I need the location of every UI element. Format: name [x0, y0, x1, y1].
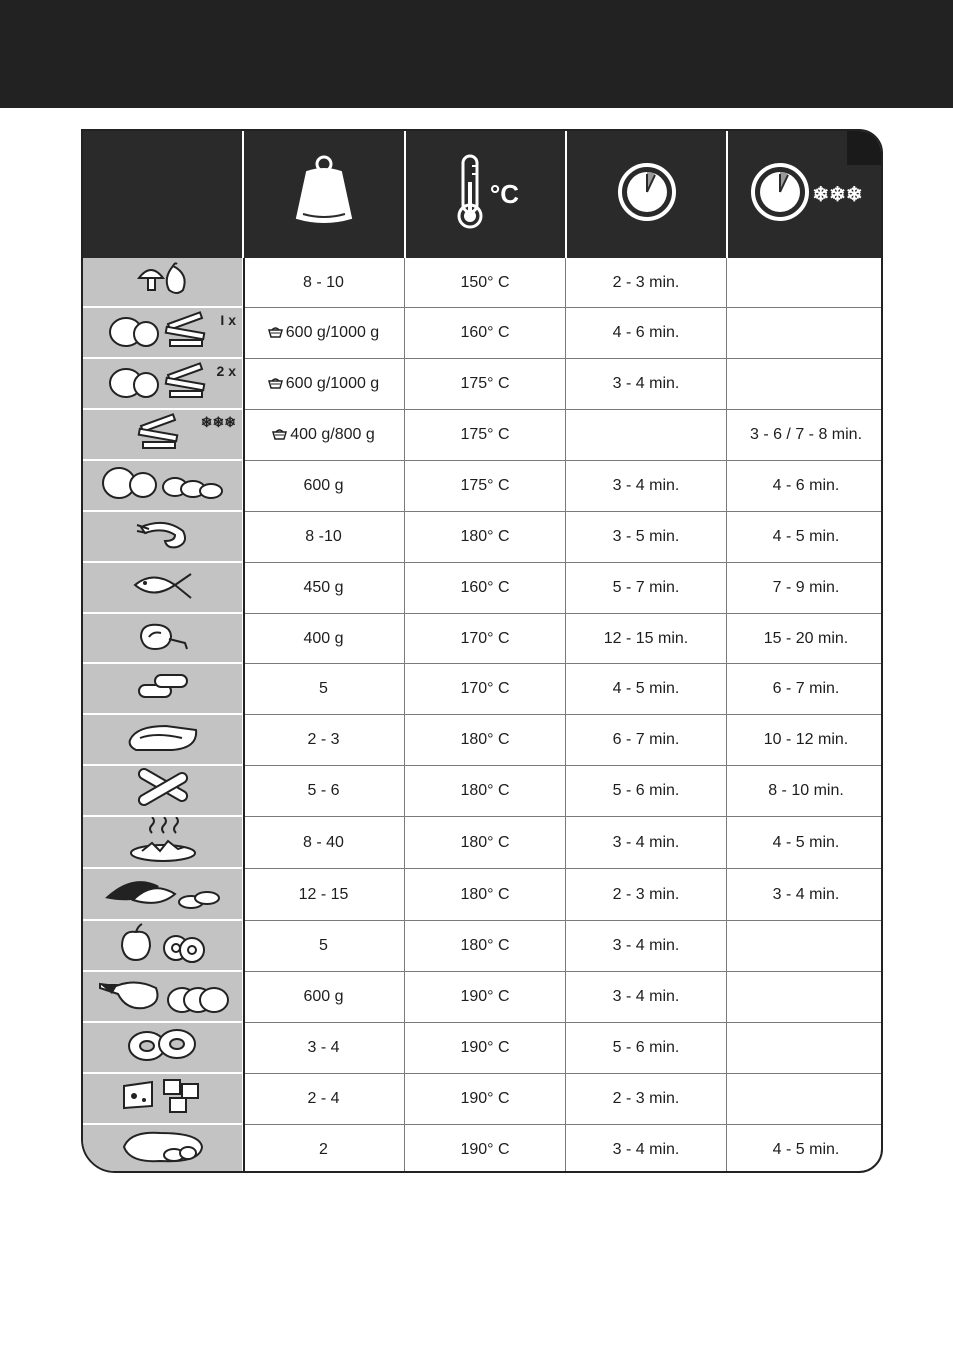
- temperature-cell-text: 150° C: [460, 273, 510, 291]
- quantity-cell-text: 8 -10: [305, 528, 342, 545]
- food-icon-cell: [83, 715, 242, 766]
- temperature-cell: [405, 1074, 565, 1125]
- mussels-icon: [103, 872, 223, 917]
- time-cell: [566, 258, 726, 308]
- weight-icon: [289, 152, 359, 237]
- temperature-cell: [405, 461, 565, 512]
- temperature-cell-text: 180° C: [460, 885, 510, 903]
- table-row: [83, 817, 883, 869]
- temperature-cell-text: 180° C: [460, 528, 510, 545]
- frozen-time-cell: [727, 410, 883, 461]
- quantity-cell-text: 400 g/800 g: [290, 426, 375, 443]
- time-cell-text: 6 - 7 min.: [612, 731, 680, 748]
- time-cell: [566, 1074, 726, 1125]
- food-icon-cell: [83, 921, 242, 972]
- time-cell: [566, 512, 726, 563]
- table-row: [83, 461, 883, 512]
- mushroom-onion-icon: [133, 260, 193, 305]
- time-cell: [566, 715, 726, 766]
- temperature-cell: [405, 664, 565, 715]
- food-icon-cell: [83, 359, 242, 410]
- temperature-cell-text: 190° C: [460, 1140, 510, 1158]
- quantity-cell-text: 2 - 4: [307, 1090, 340, 1107]
- temperature-cell: [405, 512, 565, 563]
- chicken-leg-icon: [135, 619, 191, 658]
- frozen-time-cell-text: 4 - 5 min.: [772, 1140, 840, 1158]
- frozen-fries-icon: [133, 412, 193, 457]
- temperature-cell: [405, 1023, 565, 1074]
- temperature-cell-text: 180° C: [460, 782, 510, 799]
- quantity-cell: [243, 715, 404, 766]
- food-icon-cell: [83, 972, 242, 1023]
- quantity-cell-text: 400 g: [303, 629, 344, 647]
- table-row: [83, 766, 883, 817]
- table-row: [83, 715, 883, 766]
- quantity-cell-text: 2 - 3: [307, 731, 340, 748]
- frozen-time-cell-text: 6 - 7 min.: [772, 680, 840, 697]
- quantity-cell: [243, 512, 404, 563]
- quantity-cell: [243, 563, 404, 614]
- quantity-cell: [243, 921, 404, 972]
- temperature-cell: [405, 869, 565, 921]
- table-row: [83, 1074, 883, 1125]
- time-cell: [566, 1023, 726, 1074]
- frozen-time-cell: [727, 715, 883, 766]
- quantity-cell: [243, 359, 404, 410]
- food-icon-label: 2 x: [216, 363, 236, 379]
- time-cell-text: 4 - 5 min.: [612, 680, 680, 697]
- header-food-cell: [83, 131, 242, 258]
- quantity-cell-text: 3 - 4: [307, 1039, 340, 1056]
- quantity-cell-text: 5: [319, 680, 328, 697]
- food-icon-cell: [83, 817, 242, 869]
- frozen-time-cell: [727, 359, 883, 410]
- quantity-cell: [243, 1125, 404, 1173]
- temperature-cell-text: 160° C: [460, 579, 510, 596]
- temperature-cell-text: 175° C: [460, 426, 510, 443]
- table-row: [83, 563, 883, 614]
- time-cell-text: 12 - 15 min.: [603, 629, 689, 647]
- time-cell-text: 3 - 4 min.: [612, 477, 680, 494]
- celsius-label: °C: [489, 179, 520, 209]
- frozen-time-cell-text: 4 - 5 min.: [772, 528, 840, 545]
- frozen-time-cell: [727, 664, 883, 715]
- food-icon-cell: [83, 512, 242, 563]
- table-row: [83, 410, 883, 461]
- temperature-cell: [405, 1125, 565, 1173]
- food-icon-cell: [83, 410, 242, 461]
- quantity-cell: [243, 461, 404, 512]
- food-icon-label: I x: [220, 312, 236, 328]
- quantity-cell-text: 600 g: [303, 477, 344, 494]
- hot-snacks-plate-icon: [128, 817, 198, 868]
- temperature-cell-text: 175° C: [460, 375, 510, 392]
- time-cell: [566, 359, 726, 410]
- time-cell: [566, 461, 726, 512]
- table-row: [83, 359, 883, 410]
- time-cell: [566, 869, 726, 921]
- table-row: [83, 308, 883, 359]
- header-quantity: [244, 131, 404, 258]
- quantity-cell-text: 2: [319, 1140, 328, 1158]
- time-cell-text: 2 - 3 min.: [612, 273, 680, 291]
- food-icon-cell: [83, 461, 242, 512]
- column-divider: [243, 258, 245, 1173]
- food-icon-label: ❄❄❄: [200, 414, 236, 430]
- time-cell: [566, 921, 726, 972]
- food-icon-cell: [83, 563, 242, 614]
- quantity-cell: [243, 972, 404, 1023]
- temperature-cell-text: 180° C: [460, 833, 510, 851]
- frozen-time-cell: [727, 614, 883, 664]
- time-cell-text: 5 - 6 min.: [612, 1039, 680, 1056]
- meat-roll-icon: [126, 720, 200, 759]
- frozen-time-cell: [727, 972, 883, 1023]
- quantity-cell: [243, 308, 404, 359]
- temperature-cell-text: 190° C: [460, 1090, 510, 1107]
- table-row: [83, 869, 883, 921]
- column-divider: [404, 258, 405, 1173]
- cheese-cubes-icon: [120, 1076, 206, 1121]
- temperature-cell-text: 170° C: [460, 629, 510, 647]
- time-cell: [566, 664, 726, 715]
- frozen-time-cell-text: 7 - 9 min.: [772, 579, 840, 596]
- frozen-time-cell: [727, 461, 883, 512]
- time-cell-text: 5 - 7 min.: [612, 579, 680, 596]
- temperature-cell: [405, 921, 565, 972]
- eggplant-slices-icon: [96, 974, 230, 1019]
- temperature-cell: [405, 410, 565, 461]
- quantity-cell-text: 8 - 10: [303, 273, 344, 291]
- frozen-time-cell: [727, 1023, 883, 1074]
- time-cell: [566, 972, 726, 1023]
- frozen-time-cell: [727, 258, 883, 308]
- time-cell-text: 3 - 4 min.: [612, 1140, 680, 1158]
- frozen-time-cell: [727, 921, 883, 972]
- table-row: [83, 921, 883, 972]
- header-temperature: [406, 131, 565, 258]
- temperature-cell: [405, 766, 565, 817]
- quantity-cell: [243, 258, 404, 308]
- frozen-time-cell-text: 4 - 6 min.: [772, 477, 840, 494]
- quantity-cell-text: 600 g/1000 g: [285, 375, 380, 392]
- quantity-cell: [243, 664, 404, 715]
- fish-icon: [131, 570, 195, 605]
- temperature-cell-text: 175° C: [460, 477, 510, 494]
- food-icon-cell: [83, 258, 242, 308]
- quantity-cell-text: 600 g/1000 g: [285, 324, 380, 341]
- quantity-cell-text: 5 - 6: [307, 782, 340, 799]
- temperature-cell: [405, 359, 565, 410]
- food-icon-cell: [83, 1023, 242, 1074]
- temperature-cell-text: 190° C: [460, 1039, 510, 1056]
- table-row: [83, 1023, 883, 1074]
- quantity-cell-text: 5: [319, 937, 328, 954]
- time-cell-text: 4 - 6 min.: [612, 324, 680, 341]
- temperature-cell: [405, 614, 565, 664]
- quantity-cell: [243, 614, 404, 664]
- quantity-cell-text: 8 - 40: [303, 833, 344, 851]
- frozen-time-cell-text: 3 - 4 min.: [772, 885, 840, 903]
- frozen-time-cell: [727, 1125, 883, 1173]
- breaded-fillet-icon: [120, 1127, 206, 1172]
- frozen-time-cell: [727, 869, 883, 921]
- food-icon-cell: [83, 308, 242, 359]
- croquettes-icon: [135, 671, 191, 706]
- time-cell-text: 5 - 6 min.: [612, 782, 680, 799]
- time-cell: [566, 563, 726, 614]
- quantity-cell-text: 600 g: [303, 988, 344, 1005]
- time-cell: [566, 308, 726, 359]
- temperature-cell-text: 180° C: [460, 937, 510, 954]
- time-cell: [566, 817, 726, 869]
- frozen-time-cell: [727, 1074, 883, 1125]
- food-icon-cell: [83, 766, 242, 817]
- quantity-cell: [243, 410, 404, 461]
- temperature-cell-text: 160° C: [460, 324, 510, 341]
- temperature-cell: [405, 972, 565, 1023]
- column-divider: [726, 258, 727, 1173]
- clock-icon: [617, 162, 677, 227]
- time-cell-text: 3 - 4 min.: [612, 937, 680, 954]
- time-cell-text: 3 - 4 min.: [612, 833, 680, 851]
- time-cell-text: 3 - 4 min.: [612, 375, 680, 392]
- table-row: [83, 972, 883, 1023]
- spring-rolls-icon: [132, 768, 194, 813]
- temperature-cell: [405, 308, 565, 359]
- onion-rings-icon: [125, 1026, 201, 1069]
- table-header: [83, 131, 883, 258]
- top-banner: [0, 0, 953, 108]
- temperature-cell: [405, 563, 565, 614]
- time-cell: [566, 410, 726, 461]
- food-icon-cell: [83, 614, 242, 664]
- page-number-box: [847, 131, 883, 165]
- temperature-cell: [405, 817, 565, 869]
- quantity-cell: [243, 1023, 404, 1074]
- clock-frozen-icon: [750, 162, 810, 227]
- temperature-cell-text: 170° C: [460, 680, 510, 697]
- quantity-cell: [243, 817, 404, 869]
- quantity-cell: [243, 766, 404, 817]
- basket-icon: [268, 375, 286, 393]
- table-row: [83, 664, 883, 715]
- frozen-time-cell: [727, 308, 883, 359]
- time-cell-text: 2 - 3 min.: [612, 1090, 680, 1107]
- column-divider: [565, 258, 566, 1173]
- frozen-time-cell: [727, 766, 883, 817]
- food-icon-cell: [83, 664, 242, 715]
- table-row: [83, 1125, 883, 1173]
- shrimp-icon: [135, 517, 191, 556]
- potatoes-fries-1x-icon: [108, 308, 218, 357]
- time-cell: [566, 766, 726, 817]
- frozen-time-cell: [727, 817, 883, 869]
- food-icon-cell: [83, 869, 242, 921]
- thermometer-icon: [452, 152, 488, 237]
- potatoes-fries-2x-icon: [108, 359, 218, 408]
- temperature-cell-text: 190° C: [460, 988, 510, 1005]
- temperature-cell-text: 180° C: [460, 731, 510, 748]
- potato-slices-icon: [101, 463, 225, 508]
- frozen-time-cell: [727, 512, 883, 563]
- snowflakes-label: ❄❄❄: [812, 184, 863, 206]
- apple-rings-icon: [118, 922, 208, 969]
- quantity-cell: [243, 869, 404, 921]
- time-cell: [566, 1125, 726, 1173]
- quantity-cell-text: 450 g: [303, 579, 344, 596]
- temperature-cell: [405, 258, 565, 308]
- food-icon-cell: [83, 1074, 242, 1125]
- cooking-table: [81, 129, 883, 1173]
- time-cell: [566, 614, 726, 664]
- food-icon-cell: [83, 1125, 242, 1173]
- frozen-time-cell: [727, 563, 883, 614]
- time-cell-text: 2 - 3 min.: [612, 885, 680, 903]
- quantity-cell-text: 12 - 15: [298, 885, 349, 903]
- header-time: [567, 131, 726, 258]
- frozen-time-cell-text: 10 - 12 min.: [763, 731, 849, 748]
- basket-icon: [272, 426, 290, 444]
- table-row: [83, 512, 883, 563]
- basket-icon: [268, 324, 286, 342]
- time-cell-text: 3 - 5 min.: [612, 528, 680, 545]
- frozen-time-cell-text: 15 - 20 min.: [763, 629, 849, 647]
- quantity-cell: [243, 1074, 404, 1125]
- frozen-time-cell-text: 8 - 10 min.: [768, 782, 844, 799]
- frozen-time-cell-text: 3 - 6 / 7 - 8 min.: [749, 426, 863, 443]
- table-row: [83, 258, 883, 308]
- time-cell-text: 3 - 4 min.: [612, 988, 680, 1005]
- table-row: [83, 614, 883, 664]
- temperature-cell: [405, 715, 565, 766]
- frozen-time-cell-text: 4 - 5 min.: [772, 833, 840, 851]
